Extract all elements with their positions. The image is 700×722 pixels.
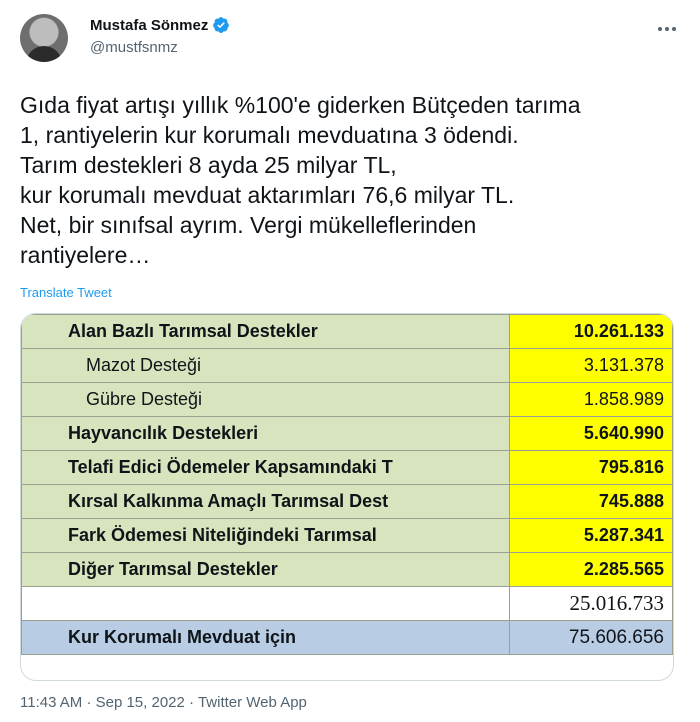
- row-label: Gübre Desteği: [22, 383, 510, 417]
- tweet-footer: [20, 694, 307, 711]
- separator: ·: [189, 694, 195, 711]
- tweet-source[interactable]: Twitter Web App: [197, 694, 307, 711]
- row-label: Kırsal Kalkınma Amaçlı Tarımsal Dest: [22, 485, 510, 519]
- tweet-text-line: Net, bir sınıfsal ayrım. Vergi mükelleflerinden: [20, 212, 477, 238]
- author-name-row: [90, 16, 230, 34]
- row-value: 2.285.565: [510, 553, 673, 587]
- row-label: Telafi Edici Ödemeler Kapsamındaki T: [22, 451, 510, 485]
- table-row: [22, 417, 673, 451]
- row-label: Alan Bazlı Tarımsal Destekler: [22, 315, 510, 349]
- tweet-time[interactable]: 11:43 AM: [20, 694, 83, 711]
- row-label: Fark Ödemesi Niteliğindeki Tarımsal: [22, 519, 510, 553]
- tweet-date[interactable]: Sep 15, 2022: [95, 694, 185, 711]
- tweet-text-line: rantiyelere…: [20, 242, 151, 268]
- table-row-kkm: [22, 621, 673, 655]
- total-value: 25.016.733: [510, 587, 673, 621]
- row-value: 3.131.378: [510, 349, 673, 383]
- table-row: [22, 451, 673, 485]
- row-label: Diğer Tarımsal Destekler: [22, 553, 510, 587]
- table-row: [22, 485, 673, 519]
- row-value: 795.816: [510, 451, 673, 485]
- table-row: [22, 553, 673, 587]
- row-label: Hayvancılık Destekleri: [22, 417, 510, 451]
- row-value: 745.888: [510, 485, 673, 519]
- translate-tweet-link[interactable]: Translate Tweet: [20, 285, 112, 300]
- verified-badge-icon: [212, 16, 230, 34]
- more-options-icon[interactable]: [656, 18, 680, 38]
- author-handle[interactable]: @mustfsnmz: [90, 39, 178, 56]
- tweet-text-line: Tarım destekleri 8 ayda 25 milyar TL,: [20, 152, 397, 178]
- row-value: 5.287.341: [510, 519, 673, 553]
- budget-table: [21, 314, 673, 655]
- separator: ·: [86, 694, 92, 711]
- tweet-text-line: Gıda fiyat artışı yıllık %100'e giderken Bütçeden tarıma: [20, 92, 581, 118]
- tweet-header: [20, 12, 680, 62]
- tweet-image[interactable]: [20, 313, 674, 681]
- table-row: [22, 315, 673, 349]
- row-value: 5.640.990: [510, 417, 673, 451]
- table-row: [22, 519, 673, 553]
- tweet-text-line: 1, rantiyelerin kur korumalı mevduatına 3 ödendi.: [20, 122, 519, 148]
- row-value: 1.858.989: [510, 383, 673, 417]
- row-label: [22, 587, 510, 621]
- avatar[interactable]: [20, 14, 68, 62]
- row-label: Kur Korumalı Mevduat için: [22, 621, 510, 655]
- tweet-text: [20, 90, 690, 270]
- table-row-total: [22, 587, 673, 621]
- tweet-text-line: kur korumalı mevduat aktarımları 76,6 milyar TL.: [20, 182, 515, 208]
- author-name[interactable]: Mustafa Sönmez: [90, 16, 209, 34]
- table-row: [22, 349, 673, 383]
- table-row: [22, 383, 673, 417]
- row-label: Mazot Desteği: [22, 349, 510, 383]
- row-value: 75.606.656: [510, 621, 673, 655]
- row-value: 10.261.133: [510, 315, 673, 349]
